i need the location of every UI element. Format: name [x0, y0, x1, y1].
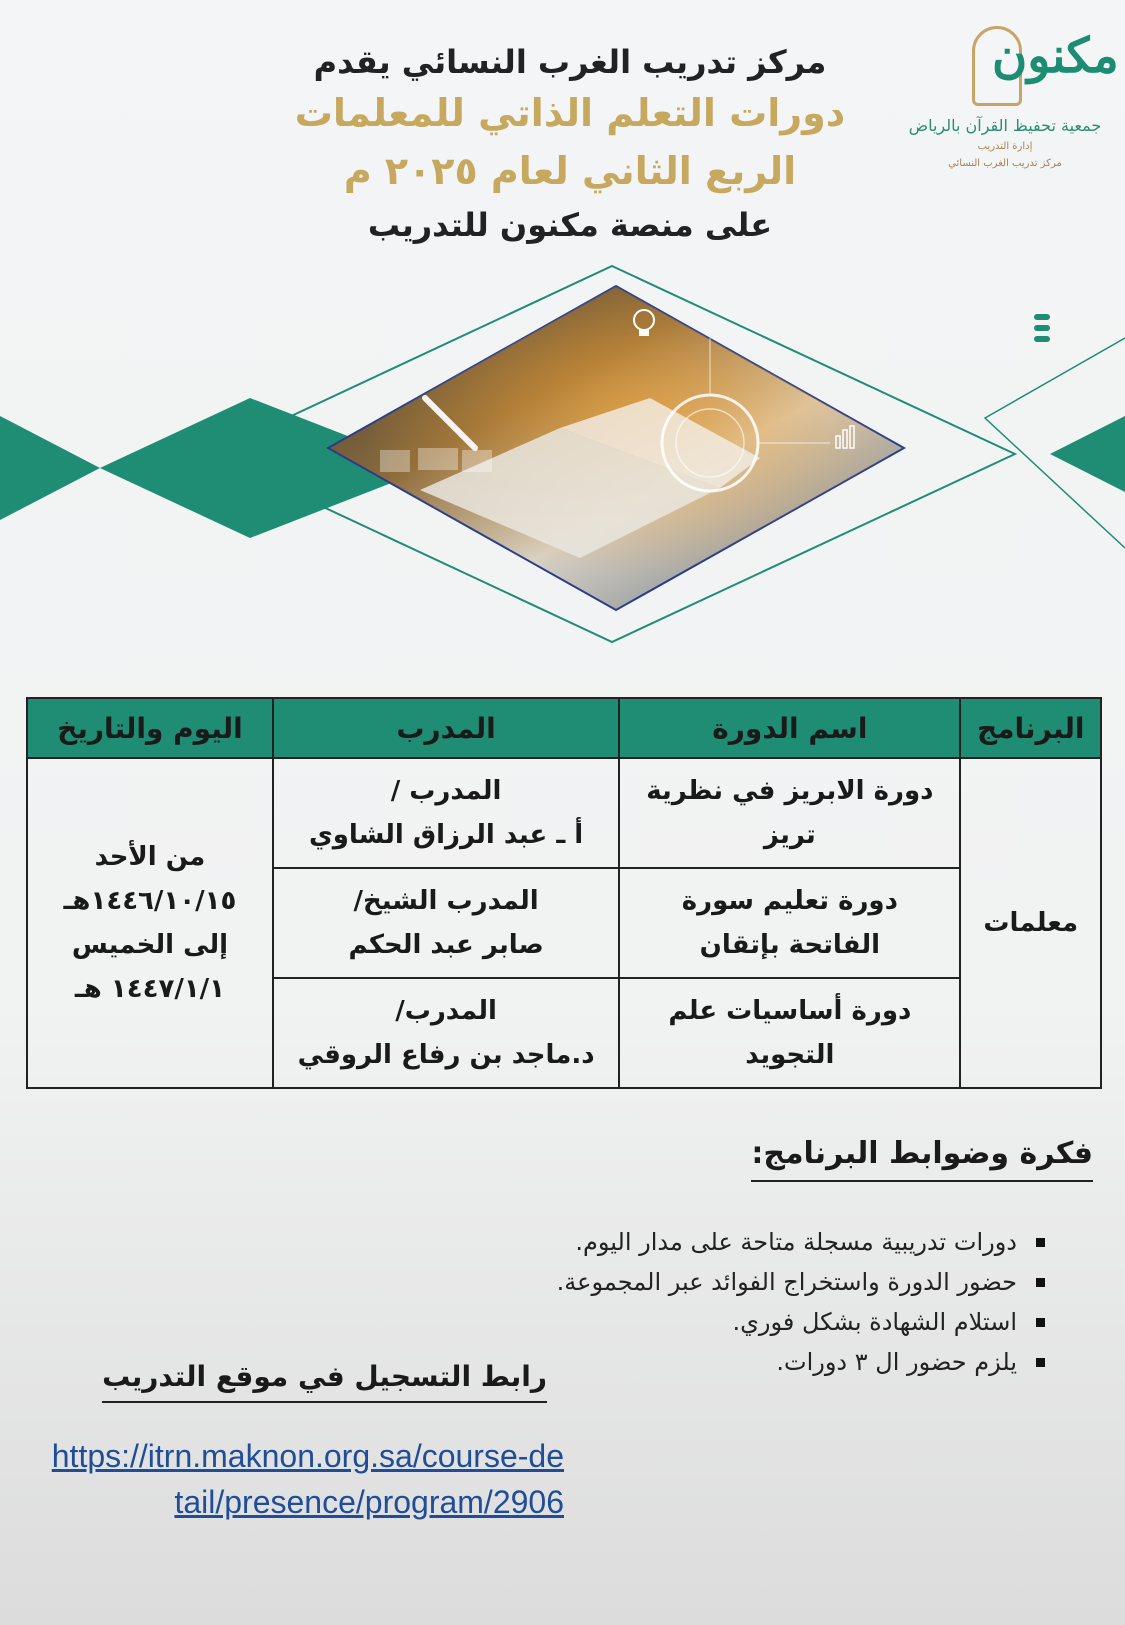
course-cell [619, 758, 960, 868]
logo-wordmark: مكنون [992, 28, 1119, 84]
col-header-course: اسم الدورة [619, 698, 960, 758]
trainer-name: د.ماجد بن رفاع الروقي [297, 1040, 595, 1070]
col-header-date: اليوم والتاريخ [27, 698, 273, 758]
list-item: حضور الدورة واستخراج الفوائد عبر المجموعة. [325, 1262, 1045, 1302]
trainer-name: صابر عبد الحكم [348, 930, 544, 960]
date-cell [27, 758, 273, 1088]
trainer-name: أ ـ عبد الرزاق الشاوي [308, 820, 584, 850]
list-item: يلزم حضور ال ٣ دورات. [325, 1342, 1045, 1382]
program-cell: معلمات [960, 758, 1101, 1088]
course-name-line: دورة الابريز في نظرية [646, 776, 934, 806]
trainer-title: المدرب الشيخ/ [353, 886, 539, 916]
date-from-label: من الأحد [94, 842, 206, 872]
course-cell [619, 868, 960, 978]
registration-heading: رابط التسجيل في موقع التدريب [102, 1355, 547, 1403]
header-line-4: على منصة مكنون للتدريب [367, 206, 773, 244]
courses-table [26, 697, 1102, 1089]
left-teal-shape [0, 416, 100, 520]
course-name-line: دورة تعليم سورة [681, 886, 898, 916]
date-from-value: ١٤٤٦/١٠/١٥هـ [63, 886, 237, 916]
logo-emblem-icon [962, 20, 1119, 106]
trainer-cell [273, 758, 619, 868]
course-cell [619, 978, 960, 1088]
header-titles [290, 40, 850, 250]
list-item: استلام الشهادة بشكل فوري. [325, 1302, 1045, 1342]
rules-heading: فكرة وضوابط البرنامج: [751, 1132, 1093, 1182]
header-line-3: الربع الثاني لعام ٢٠٢٥ م [343, 149, 797, 193]
course-name-line: الفاتحة بإتقان [699, 930, 881, 960]
list-item: دورات تدريبية مسجلة متاحة على مدار اليوم. [325, 1222, 1045, 1262]
logo-dept: إدارة التدريب [977, 141, 1033, 152]
course-name-line: تريز [763, 820, 816, 850]
col-header-program: البرنامج [960, 698, 1101, 758]
maknon-logo [900, 20, 1119, 169]
course-name-line: دورة أساسيات علم [668, 996, 912, 1026]
trainer-cell [273, 868, 619, 978]
table-header-row [27, 698, 1101, 758]
header-line-1: مركز تدريب الغرب النسائي يقدم [313, 43, 827, 81]
kebab-icon [1034, 314, 1050, 320]
right-teal-shape [1050, 416, 1125, 492]
course-name-line: التجويد [745, 1040, 835, 1070]
col-header-trainer: المدرب [273, 698, 619, 758]
trainer-title: المدرب/ [395, 996, 497, 1026]
trainer-title: المدرب / [390, 776, 502, 806]
table-row [27, 758, 1101, 868]
date-to-value: ١٤٤٧/١/١ هـ [74, 974, 226, 1004]
logo-center: مركز تدريب الغرب النسائي [948, 158, 1062, 169]
hero-graphic [0, 258, 1125, 678]
registration-link[interactable]: https://itrn.maknon.org.sa/course-detail/presence/program/2906 [51, 1438, 564, 1520]
trainer-cell [273, 978, 619, 1088]
logo-org-name: جمعية تحفيظ القرآن بالرياض [908, 116, 1102, 135]
date-to-label: إلى الخميس [71, 930, 229, 960]
header-line-2: دورات التعلم الذاتي للمعلمات [294, 91, 846, 135]
